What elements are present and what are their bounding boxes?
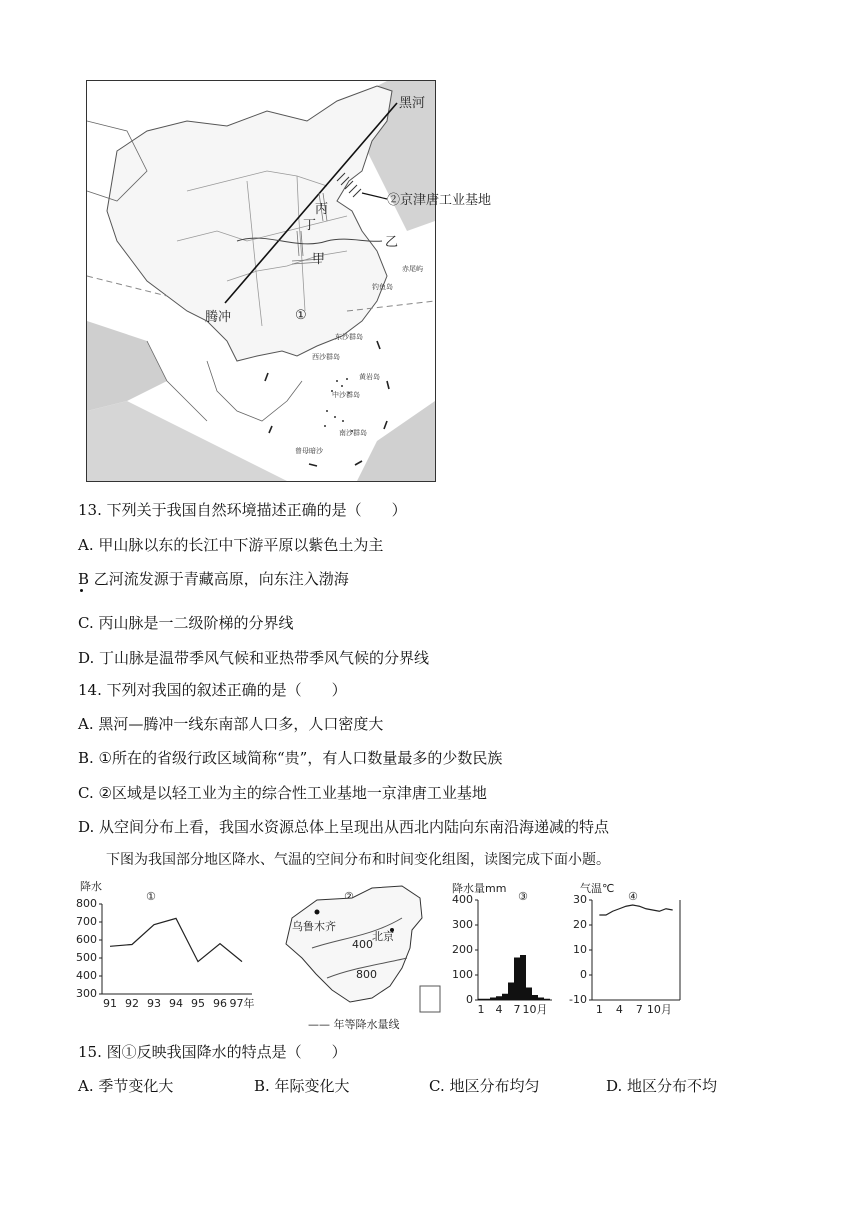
q13-option-d[interactable]: D. 丁山脉是温带季风气候和亚热带季风气候的分界线 [78, 649, 430, 667]
fig4-ytick-label: 20 [573, 918, 587, 931]
q13-stem: 13. 下列关于我国自然环境描述正确的是（ ） [78, 501, 407, 519]
figure-row [72, 878, 732, 1038]
fig3-bar [502, 994, 508, 1000]
fig1-title: 降水 [80, 880, 102, 893]
fig4-xtick-label: 7 [635, 1003, 643, 1016]
fig1-ytick-label: 800 [76, 897, 97, 910]
fig4-ytick-label: -10 [569, 993, 587, 1006]
fig1-xtick-label: 91 [103, 997, 117, 1010]
fig2-legend: —— 年等降水量线 [308, 1018, 400, 1031]
label-diaoyu: 钓鱼岛 [372, 283, 393, 291]
fig4-xtick-label: 10月 [646, 1003, 672, 1016]
fig1-xtick-label: 93 [147, 997, 161, 1010]
fig3-bar [538, 998, 544, 1001]
fig2-urumqi: 乌鲁木齐 [292, 920, 336, 933]
fig3-bar [496, 996, 502, 1000]
fig3-xtick-label: 7 [513, 1003, 521, 1016]
q13-option-b[interactable]: B 乙河流发源于青藏高原，向东注入渤海 [78, 570, 349, 588]
option-b-dot [80, 589, 83, 592]
q15-option-c[interactable]: C. 地区分布均匀 [429, 1077, 540, 1095]
fig1-ytick-label: 600 [76, 933, 97, 946]
label-heihe: 黑河 [399, 96, 426, 111]
fig3-title: 降水量mm [452, 882, 507, 895]
fig1-series-line [110, 918, 242, 961]
label-jia: 甲 [312, 252, 326, 267]
map-svg [87, 81, 492, 481]
q14-stem: 14. 下列对我国的叙述正确的是（ ） [78, 681, 347, 699]
q15-option-a[interactable]: A. 季节变化大 [78, 1077, 174, 1095]
fig4 [569, 881, 680, 1016]
fig3-bar [520, 955, 526, 1000]
fig1-ytick-label: 700 [76, 915, 97, 928]
q14-option-c[interactable]: C. ②区域是以轻工业为主的综合性工业基地一京津唐工业基地 [78, 784, 487, 802]
fig4-num: ④ [628, 890, 638, 903]
q15-options [78, 1076, 778, 1098]
fig4-xtick-label: 1 [595, 1003, 603, 1016]
fig2-beijing: 北京 [372, 930, 394, 943]
fig3-ytick-label: 0 [466, 993, 473, 1006]
fig3-bar [544, 999, 550, 1000]
fig1-ytick-label: 500 [76, 951, 97, 964]
label-yi: 乙 [385, 235, 399, 250]
fig3-xtick-label: 1 [477, 1003, 485, 1016]
label-jjt-base: ②京津唐工业基地 [387, 193, 492, 208]
fig2-urumqi-dot [315, 910, 320, 915]
fig2-num: ② [344, 890, 354, 903]
fig1-xtick-label: 97年 [229, 997, 255, 1010]
fig3-ytick-label: 200 [452, 943, 473, 956]
label-nansha: 南沙群岛 [339, 429, 367, 437]
label-tengchong: 腾冲 [205, 310, 232, 325]
fig3-bar [532, 995, 538, 1000]
fig3 [452, 881, 552, 1016]
fig3-num: ③ [518, 890, 528, 903]
q15-option-b[interactable]: B. 年际变化大 [254, 1077, 350, 1095]
q14-option-a[interactable]: A. 黑河—腾冲一线东南部人口多，人口密度大 [78, 715, 384, 733]
q13-option-a[interactable]: A. 甲山脉以东的长江中下游平原以紫色土为主 [78, 536, 384, 554]
q14-option-b[interactable]: B. ①所在的省级行政区域简称“贵”，有人口数量最多的少数民族 [78, 749, 503, 767]
fig3-bar [514, 958, 520, 1001]
q15-option-d[interactable]: D. 地区分布不均 [606, 1077, 718, 1095]
fig4-xtick-label: 4 [615, 1003, 623, 1016]
fig3-ytick-label: 300 [452, 918, 473, 931]
fig1-xtick-label: 92 [125, 997, 139, 1010]
label-dongsha: 东沙群岛 [335, 333, 363, 341]
figure-intro: 下图为我国部分地区降水、气温的空间分布和时间变化组图，读图完成下面小题。 [106, 852, 610, 868]
fig1-xtick-label: 95 [191, 997, 205, 1010]
fig4-ytick-label: 10 [573, 943, 587, 956]
fig2-label-800: 800 [356, 968, 377, 981]
fig2 [286, 886, 440, 1031]
fig1-xtick-label: 96 [213, 997, 227, 1010]
fig4-ytick-label: 0 [580, 968, 587, 981]
fig1-ytick-label: 400 [76, 969, 97, 982]
china-map [86, 80, 492, 482]
fig3-xtick-label: 4 [495, 1003, 503, 1016]
fig3-bar [508, 983, 514, 1001]
label-zhongsha: 中沙群岛 [332, 391, 360, 399]
label-chiwei: 赤尾屿 [402, 265, 423, 273]
label-xisha: 西沙群岛 [312, 353, 340, 361]
fig4-ytick-label: 30 [573, 893, 587, 906]
fig3-bar [490, 998, 496, 1001]
fig4-series-line [599, 905, 672, 915]
fig1-num: ① [146, 890, 156, 903]
label-bing: 丙 [315, 202, 329, 217]
fig3-xtick-label: 10月 [522, 1003, 548, 1016]
q13-option-c[interactable]: C. 丙山脉是一二级阶梯的分界线 [78, 614, 294, 632]
fig1-ytick-label: 300 [76, 987, 97, 1000]
fig1-xtick-label: 94 [169, 997, 183, 1010]
fig3-ytick-label: 400 [452, 893, 473, 906]
label-circle-1: ① [295, 308, 307, 323]
fig1 [76, 879, 255, 1010]
label-zengmu: 曾母暗沙 [295, 447, 323, 455]
fig4-title: 气温℃ [580, 882, 615, 895]
fig2-south-sea-inset [420, 986, 440, 1012]
fig2-label-400: 400 [352, 938, 373, 951]
fig3-bar [478, 999, 484, 1000]
q15-stem: 15. 图①反映我国降水的特点是（ ） [78, 1043, 347, 1061]
fig3-bar [484, 999, 490, 1000]
q14-option-d[interactable]: D. 从空间分布上看，我国水资源总体上呈现出从西北内陆向东南沿海递减的特点 [78, 818, 610, 836]
label-ding: 丁 [303, 218, 317, 233]
fig3-bar [526, 988, 532, 1001]
label-huangyan: 黄岩岛 [359, 373, 380, 381]
fig3-ytick-label: 100 [452, 968, 473, 981]
